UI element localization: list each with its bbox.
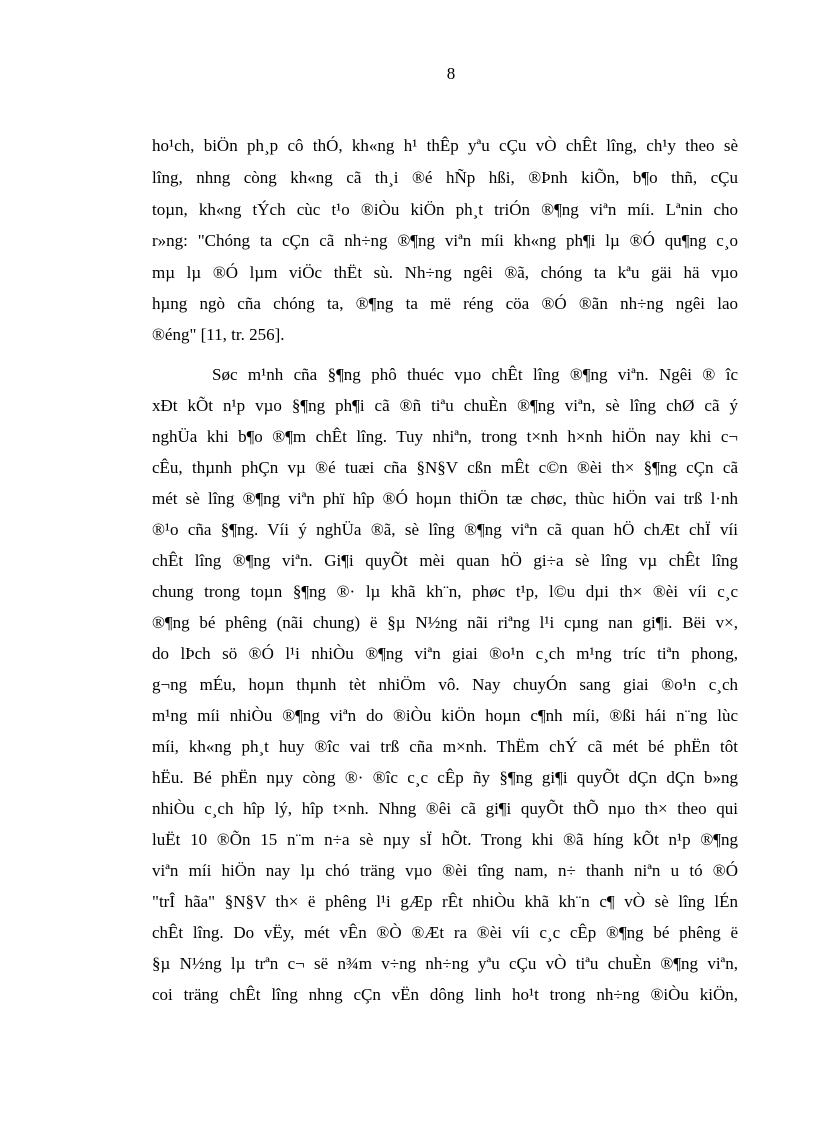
- text-line: coi träng chÊt lîng nhng cÇn vËn dông linh ho¹t trong nh÷ng ®iÒu kiÖn,: [152, 985, 738, 1004]
- text-line: toµn, kh«ng tÝch cùc t¹o ®iÒu kiÖn ph¸t triÓn ®¶ng viªn míi. Lªnin cho: [152, 200, 738, 219]
- text-line: chung trong toµn §¶ng ®· lµ khã kh¨n, phøc t¹p, l©u dµi th× ®èi víi c¸c: [152, 582, 738, 601]
- text-line: nghÜa khi b¶o ®¶m chÊt lîng. Tuy nhiªn, trong t×nh h×nh hiÖn nay khi c¬: [152, 427, 738, 446]
- text-line: lîng, nhng còng kh«ng cã th¸i ®é hÑp hßi, ®Þnh kiÕn, b¶o thñ, cÇu: [152, 168, 738, 187]
- page-number: 8: [446, 64, 456, 83]
- text-line: Søc m¹nh cña §¶ng phô thuéc vµo chÊt lîng ®¶ng viªn. Ngêi ® îc: [212, 365, 738, 384]
- text-line: do lÞch sö ®Ó l¹i nhiÒu ®¶ng viªn giai ®o¹n c¸ch m¹ng tríc tiªn phong,: [152, 644, 738, 663]
- text-line: míi, kh«ng ph¸t huy ®îc vai trß cña m×nh. ThËm chÝ cã mét bé phËn tôt: [152, 737, 738, 756]
- text-line: g¬ng mÉu, hoµn thµnh tèt nhiÖm vô. Nay chuyÓn sang giai ®o¹n c¸ch: [152, 675, 738, 694]
- text-line: ®éng" [11, tr. 256].: [152, 325, 285, 344]
- text-line: ho¹ch, biÖn ph¸p cô thÓ, kh«ng h¹ thÊp yªu cÇu vÒ chÊt lîng, ch¹y theo sè: [152, 136, 738, 155]
- text-line: viªn míi hiÖn nay lµ chó träng vµo ®èi tîng nam, n÷ thanh niªn u tó ®Ó: [152, 861, 738, 880]
- text-line: hËu. Bé phËn nµy còng ®· ®îc c¸c cÊp ñy §¶ng gi¶i quyÕt dÇn dÇn b»ng: [152, 768, 738, 787]
- text-line: m¹ng míi nhiÒu ®¶ng viªn do ®iÒu kiÖn hoµn c¶nh míi, ®ßi hái n¨ng lùc: [152, 706, 738, 725]
- text-line: mét sè lîng ®¶ng viªn phï hîp ®Ó hoµn thiÖn tæ chøc, thùc hiÖn vai trß l·nh: [152, 489, 738, 508]
- text-line: ®¶ng bé phêng (nãi chung) ë §µ N½ng nãi riªng l¹i cµng nan gi¶i. Bëi v×,: [152, 613, 738, 632]
- text-line: hµng ngò cña chóng ta, ®¶ng ta më réng cöa ®Ó ®ãn nh÷ng ngêi lao: [152, 294, 738, 313]
- text-line: "trÎ hãa" §N§V th× ë phêng l¹i gÆp rÊt nhiÒu khã kh¨n c¶ vÒ sè lîng lÉn: [152, 892, 738, 911]
- text-line: ®¹o cña §¶ng. Víi ý nghÜa ®ã, sè lîng ®¶ng viªn cã quan hÖ chÆt chÏ víi: [152, 520, 738, 539]
- text-line: xÐt kÕt n¹p vµo §¶ng ph¶i cã ®ñ tiªu chuÈn ®¶ng viªn, sè lîng chØ cã ý: [152, 396, 738, 415]
- text-line: luËt 10 ®Õn 15 n¨m n÷a sè nµy sÏ hÕt. Trong khi ®ã híng kÕt n¹p ®¶ng: [152, 830, 738, 849]
- text-line: r»ng: "Chóng ta cÇn cã nh÷ng ®¶ng viªn míi kh«ng ph¶i lµ ®Ó qu¶ng c¸o: [152, 231, 738, 250]
- text-line: nhiÒu c¸ch hîp lý, hîp t×nh. Nhng ®êi cã gi¶i quyÕt thÕ nµo th× theo qui: [152, 799, 738, 818]
- text-line: chÊt lîng ®¶ng viªn. Gi¶i quyÕt mèi quan hÖ gi÷a sè lîng vµ chÊt lîng: [152, 551, 738, 570]
- text-line: cÊu, thµnh phÇn vµ ®é tuæi cña §N§V cßn mÊt c©n ®èi th× §¶ng cÇn cã: [152, 458, 738, 477]
- text-line: §µ N½ng lµ trªn c¬ së n¾m v÷ng nh÷ng yªu cÇu vÒ tiªu chuÈn ®¶ng viªn,: [152, 954, 738, 973]
- text-line: chÊt lîng. Do vËy, mét vÊn ®Ò ®Æt ra ®èi víi c¸c cÊp ®¶ng bé phêng ë: [152, 923, 738, 942]
- text-line: mµ lµ ®Ó lµm viÖc thËt sù. Nh÷ng ngêi ®ã, chóng ta kªu gäi hä vµo: [152, 263, 738, 282]
